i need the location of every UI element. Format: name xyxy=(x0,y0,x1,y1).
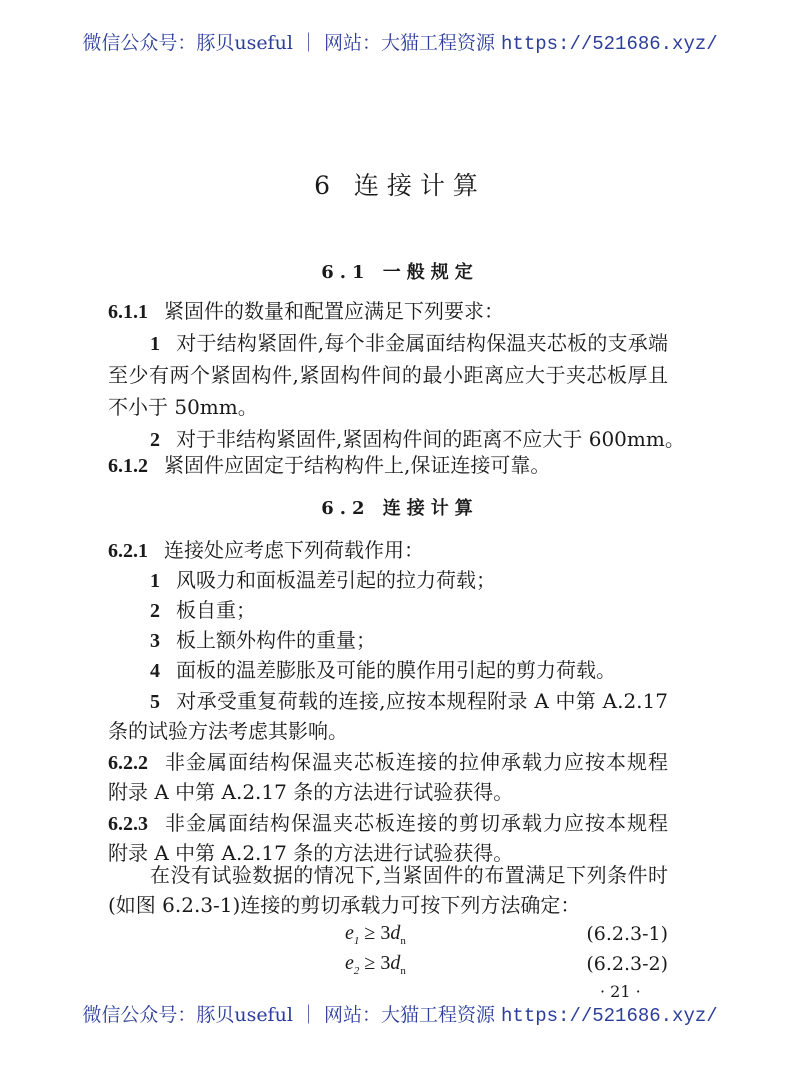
text: 不小于 50mm。 xyxy=(108,395,258,419)
text: n xyxy=(400,935,406,947)
text: d xyxy=(390,952,401,974)
clause-number: 6.1.1 xyxy=(108,301,148,323)
text: 附录 A 中第 A.2.17 条的方法进行试验获得。 xyxy=(108,841,514,865)
text: 风吸力和面板温差引起的拉力荷载； xyxy=(176,568,496,592)
text: e xyxy=(345,952,354,974)
clause-number: 5 xyxy=(150,691,160,713)
section-heading: 6.1 一般规定 xyxy=(321,262,479,283)
watermark-text: 微信公众号：豚贝useful ｜ 网站：大猫工程资源 xyxy=(82,32,502,54)
section-heading: 6.2 连接计算 xyxy=(321,498,479,519)
watermark-top xyxy=(0,28,800,55)
text: ≥ 3 xyxy=(359,952,391,974)
clause-line xyxy=(108,749,668,776)
clause-line xyxy=(108,862,668,888)
clause-line xyxy=(108,597,668,624)
text: d xyxy=(390,922,401,944)
equation-label: (6.2.3-2) xyxy=(586,953,668,975)
text: 板自重； xyxy=(176,598,256,622)
text: ≥ 3 xyxy=(359,922,391,944)
text: 对于非结构紧固件,紧固构件间的距离不应大于 600mm。 xyxy=(176,427,685,451)
equation xyxy=(345,952,406,977)
clause-line xyxy=(108,567,668,594)
text: 对承受重复荷载的连接,应按本规程附录 A 中第 A.2.17 xyxy=(176,689,668,713)
clause-number: 1 xyxy=(150,333,160,355)
watermark-text: 微信公众号：豚贝useful ｜ 网站：大猫工程资源 xyxy=(82,1004,502,1026)
clause-line xyxy=(108,718,668,744)
text: 连接处应考虑下列荷载作用： xyxy=(164,538,424,562)
chapter-title: 6 连接计算 xyxy=(314,171,486,200)
clause-line xyxy=(108,537,668,564)
text: e xyxy=(345,922,354,944)
clause-line xyxy=(108,298,668,325)
clause-number: 2 xyxy=(150,600,160,622)
clause-line xyxy=(108,330,668,357)
clause-line xyxy=(108,452,668,479)
text: 面板的温差膨胀及可能的膜作用引起的剪力荷载。 xyxy=(176,658,616,682)
text: 至少有两个紧固构件,紧固构件间的最小距离应大于夹芯板厚且 xyxy=(108,363,668,387)
clause-number: 6.2.1 xyxy=(108,540,148,562)
clause-number: 6.1.2 xyxy=(108,455,148,477)
text: n xyxy=(400,965,406,977)
clause-number: 1 xyxy=(150,570,160,592)
equation-label: (6.2.3-1) xyxy=(586,923,668,945)
clause-line xyxy=(108,688,668,715)
clause-number: 4 xyxy=(150,660,160,682)
clause-line xyxy=(108,362,668,388)
watermark-url[interactable]: https://521686.xyz/ xyxy=(501,1005,718,1027)
watermark-bottom xyxy=(0,1000,800,1027)
text: 对于结构紧固件,每个非金属面结构保温夹芯板的支承端 xyxy=(176,331,668,355)
equation xyxy=(345,922,406,947)
clause-number: 6.2.2 xyxy=(108,752,148,774)
text: 紧固件应固定于结构构件上,保证连接可靠。 xyxy=(164,453,551,477)
clause-line xyxy=(108,892,668,918)
clause-number: 3 xyxy=(150,630,160,652)
text: 板上额外构件的重量； xyxy=(176,628,376,652)
clause-line xyxy=(108,426,685,453)
text: 条的试验方法考虑其影响。 xyxy=(108,719,348,743)
text: 紧固件的数量和配置应满足下列要求： xyxy=(164,299,504,323)
page-number: · 21 · xyxy=(600,982,641,1001)
text: 非金属面结构保温夹芯板连接的剪切承载力应按本规程 xyxy=(164,811,668,835)
watermark-url[interactable]: https://521686.xyz/ xyxy=(501,33,718,55)
clause-number: 2 xyxy=(150,429,160,451)
clause-line xyxy=(108,779,668,805)
clause-number: 6.2.3 xyxy=(108,813,148,835)
clause-line xyxy=(108,810,668,837)
text: 1 xyxy=(353,935,360,947)
text: 在没有试验数据的情况下,当紧固件的布置满足下列条件时 xyxy=(150,863,668,887)
text: (如图 6.2.3-1)连接的剪切承载力可按下列方法确定： xyxy=(108,893,581,917)
clause-line xyxy=(108,627,668,654)
text: 附录 A 中第 A.2.17 条的方法进行试验获得。 xyxy=(108,780,514,804)
text: 非金属面结构保温夹芯板连接的拉伸承载力应按本规程 xyxy=(164,750,668,774)
clause-line xyxy=(108,394,668,420)
clause-line xyxy=(108,657,668,684)
text: 2 xyxy=(353,965,360,977)
